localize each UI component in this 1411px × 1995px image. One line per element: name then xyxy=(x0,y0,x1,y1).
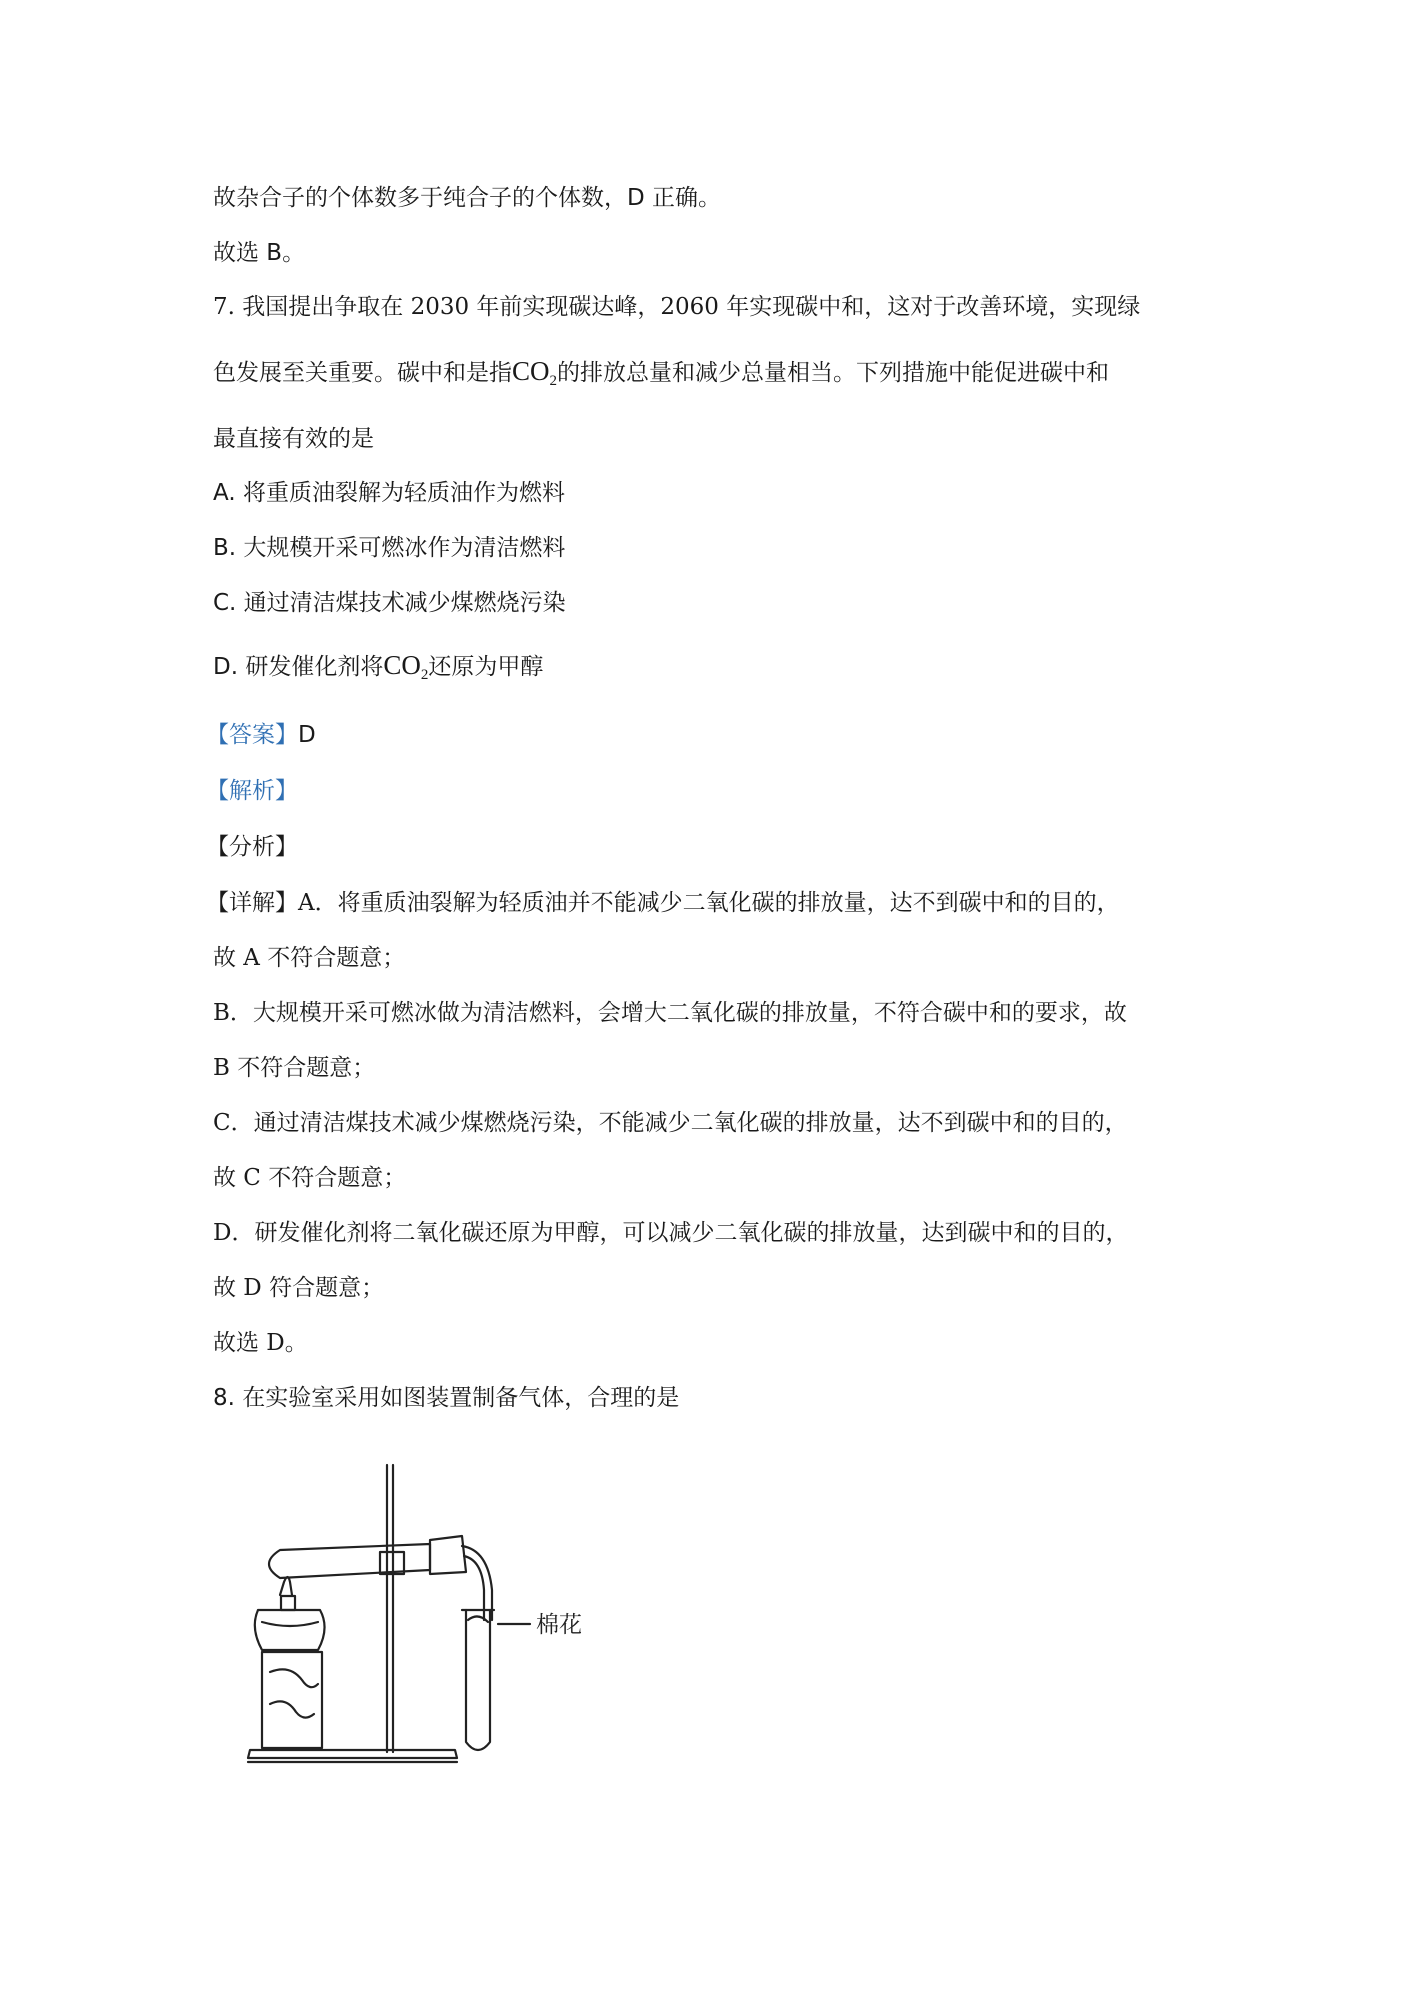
text-line: 故杂合子的个体数多于纯合子的个体数，D 正确。 xyxy=(213,185,722,211)
co2-formula xyxy=(512,356,558,389)
detail-line: 故 A 不符合题意； xyxy=(213,945,406,971)
option-c: C. 通过清洁煤技术减少煤燃烧污染 xyxy=(213,590,566,616)
question-7-stem: 7. 我国提出争取在 2030 年前实现碳达峰，2060 年实现碳中和，这对于改善环境，实现绿 xyxy=(213,294,1141,320)
lamp-block xyxy=(262,1652,322,1748)
detail-line: 故 D 符合题意； xyxy=(213,1275,385,1301)
text-span: 还原为甲醇 xyxy=(428,654,544,680)
cotton-label: 棉花 xyxy=(536,1612,582,1638)
option-a: A. 将重质油裂解为轻质油作为燃料 xyxy=(213,480,565,506)
text-line: 故选 B。 xyxy=(213,240,306,266)
lab-apparatus-figure xyxy=(240,1460,600,1780)
question-7-stem xyxy=(213,356,1109,396)
detail-line: C．通过清洁煤技术减少煤燃烧污染，不能减少二氧化碳的排放量，达不到碳中和的目的， xyxy=(213,1110,1128,1136)
alcohol-lamp xyxy=(255,1610,325,1650)
answer-label: 【答案】 xyxy=(206,722,298,748)
detail-line: B．大规模开采可燃冰做为清洁燃料，会增大二氧化碳的排放量，不符合碳中和的要求，故 xyxy=(213,1000,1127,1026)
option-b: B. 大规模开采可燃冰作为清洁燃料 xyxy=(213,535,566,561)
text-span: 色发展至关重要。碳中和是指 xyxy=(213,360,512,386)
formula-text: CO xyxy=(512,356,550,386)
detail-label: 【详解】 xyxy=(206,890,298,916)
question-8-stem: 8. 在实验室采用如图装置制备气体，合理的是 xyxy=(213,1385,680,1411)
detail-line: 故 C 不符合题意； xyxy=(213,1165,407,1191)
text-span: 的排放总量和减少总量相当。下列措施中能促进碳中和 xyxy=(557,360,1110,386)
stopper xyxy=(430,1536,466,1574)
detail-line xyxy=(206,888,1120,918)
test-tube xyxy=(269,1544,430,1578)
co2-formula xyxy=(383,650,429,683)
conclusion: 故选 D。 xyxy=(213,1330,308,1356)
formula-subscript: 2 xyxy=(420,667,429,683)
flame xyxy=(280,1577,292,1595)
formula-subscript: 2 xyxy=(549,373,558,389)
answer-value: D xyxy=(298,722,316,748)
detail-line: D．研发催化剂将二氧化碳还原为甲醇，可以减少二氧化碳的排放量，达到碳中和的目的， xyxy=(213,1220,1129,1246)
text-span: D. 研发催化剂将 xyxy=(213,654,384,680)
collection-tube xyxy=(466,1610,490,1750)
question-7-stem: 最直接有效的是 xyxy=(213,426,374,452)
stand-base xyxy=(248,1750,457,1758)
formula-text: CO xyxy=(383,650,421,680)
detail-line: B 不符合题意； xyxy=(213,1055,376,1081)
fenxi-label: 【分析】 xyxy=(206,834,298,860)
option-d xyxy=(213,650,543,690)
text-span: A．将重质油裂解为轻质油并不能减少二氧化碳的排放量，达不到碳中和的目的， xyxy=(298,890,1120,916)
analysis-label: 【解析】 xyxy=(206,778,298,804)
answer-line xyxy=(206,720,316,750)
